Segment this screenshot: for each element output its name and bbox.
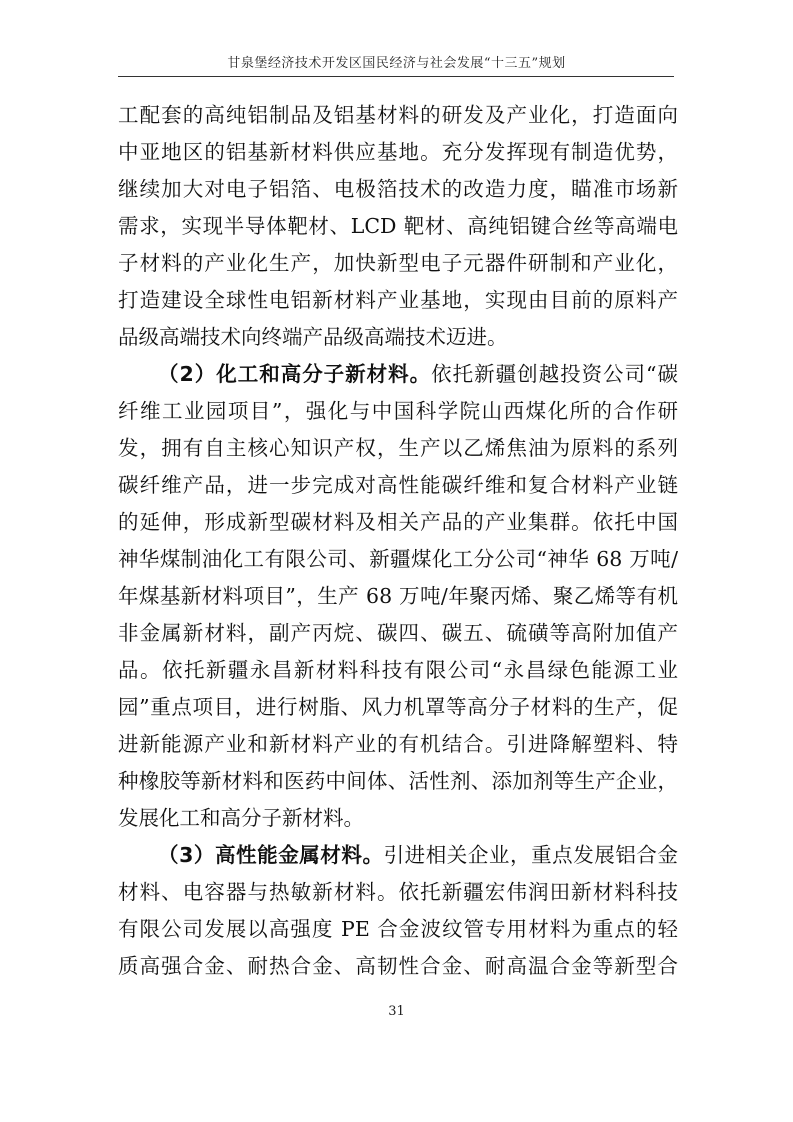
text-line: 园”重点项目，进行树脂、风力机罩等高分子材料的生产，促 [118, 695, 678, 719]
section-heading-text: 依托新疆创越投资公司“碳 [431, 362, 678, 386]
section-heading-text: 引进相关企业，重点发展铝合金 [383, 843, 678, 867]
section-heading: （2）化工和高分子新材料。 [158, 362, 432, 386]
text-line: 年煤基新材料项目”，生产 68 万吨/年聚丙烯、聚乙烯等有机 [118, 584, 678, 608]
text-line: 非金属新材料，副产丙烷、碳四、碳五、硫磺等高附加值产 [118, 621, 678, 645]
section-heading: （3）高性能金属材料。 [158, 843, 384, 867]
text-line: 进新能源产业和新材料产业的有机结合。引进降解塑料、特 [118, 732, 678, 756]
text-line: 子材料的产业化生产，加快新型电子元器件研制和产业化， [118, 251, 678, 275]
text-line: 发展化工和高分子新材料。 [118, 806, 364, 830]
section-heading-line [118, 356, 678, 393]
text-line: 的延伸，形成新型碳材料及相关产品的产业集群。依托中国 [118, 510, 678, 534]
text-line: 中亚地区的铝基新材料供应基地。充分发挥现有制造优势， [118, 140, 678, 164]
text-line: 碳纤维产品，进一步完成对高性能碳纤维和复合材料产业链 [118, 473, 678, 497]
body-text [118, 97, 678, 985]
text-line: 种橡胶等新材料和医药中间体、活性剂、添加剂等生产企业， [118, 769, 678, 793]
text-line: 继续加大对电子铝箔、电极箔技术的改造力度，瞄准市场新 [118, 177, 678, 201]
header-rule [118, 76, 674, 77]
text-line: 有限公司发展以高强度 PE 合金波纹管专用材料为重点的轻 [118, 917, 678, 941]
text-line: 神华煤制油化工有限公司、新疆煤化工分公司“神华 68 万吨/ [118, 547, 678, 571]
text-line: 纤维工业园项目”，强化与中国科学院山西煤化所的合作研 [118, 399, 678, 423]
text-line: 质高强合金、耐热合金、高韧性合金、耐高温合金等新型合 [118, 954, 678, 978]
text-line: 打造建设全球性电铝新材料产业基地，实现由目前的原料产 [118, 288, 678, 312]
page-number: 31 [388, 1004, 405, 1019]
text-line: 需求，实现半导体靶材、LCD 靶材、高纯铝键合丝等高端电 [118, 214, 678, 238]
text-line: 材料、电容器与热敏新材料。依托新疆宏伟润田新材料科技 [118, 880, 678, 904]
section-heading-line [118, 837, 678, 874]
text-line: 品级高端技术向终端产品级高端技术迈进。 [118, 325, 508, 349]
text-line: 发，拥有自主核心知识产权，生产以乙烯焦油为原料的系列 [118, 436, 678, 460]
text-line: 品。依托新疆永昌新材料科技有限公司“永昌绿色能源工业 [118, 658, 678, 682]
running-header: 甘泉堡经济技术开发区国民经济与社会发展“十三五”规划 [227, 56, 566, 71]
text-line: 工配套的高纯铝制品及铝基材料的研发及产业化，打造面向 [118, 103, 678, 127]
